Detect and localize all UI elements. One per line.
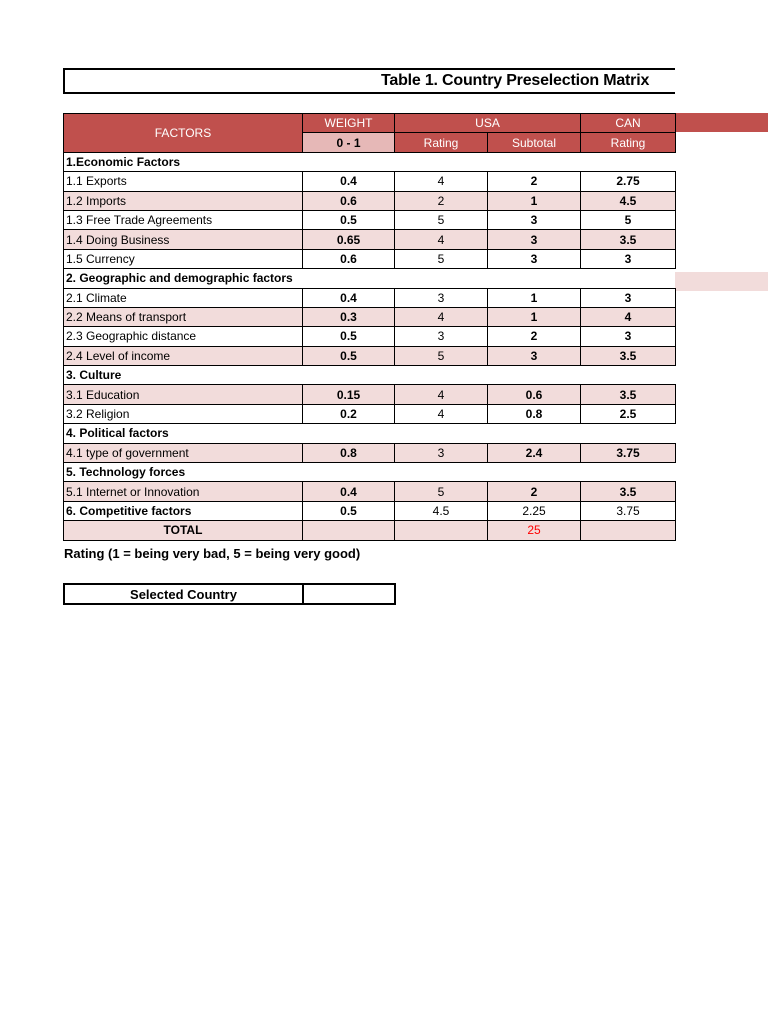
factor-row: [64, 230, 676, 249]
section-label: 5. Technology forces: [64, 463, 676, 482]
can-rating-cell: 2.75: [581, 172, 676, 191]
can-rating-cell: 4.5: [581, 191, 676, 210]
header-row-top: [64, 114, 676, 133]
weight-cell: 0.8: [303, 443, 395, 462]
factor-label: 3.2 Religion: [64, 404, 303, 423]
total-can-rating-cell: [581, 521, 676, 540]
can-rating-cell: 3.5: [581, 230, 676, 249]
factor-row: [64, 443, 676, 462]
country-preselection-matrix: [63, 113, 676, 541]
factor-row: [64, 172, 676, 191]
usa-subtotal-cell: 3: [488, 210, 581, 229]
can-rating-cell: 5: [581, 210, 676, 229]
can-rating-cell: 4: [581, 307, 676, 326]
factor-label: 2.2 Means of transport: [64, 307, 303, 326]
selected-country-value[interactable]: [303, 584, 395, 604]
weight-cell: 0.3: [303, 307, 395, 326]
usa-rating-cell: 3: [395, 327, 488, 346]
section-label: 2. Geographic and demographic factors: [64, 269, 676, 288]
factor-label: 1.4 Doing Business: [64, 230, 303, 249]
selected-country-box: [63, 583, 396, 605]
header-country-usa: USA: [395, 114, 581, 133]
usa-rating-cell: 4: [395, 172, 488, 191]
usa-subtotal-cell: 2.25: [488, 501, 581, 520]
table-title-box: [63, 68, 675, 94]
factor-row: [64, 327, 676, 346]
usa-subtotal-cell: 2: [488, 172, 581, 191]
usa-subtotal-cell: 3: [488, 346, 581, 365]
section-row: [64, 463, 676, 482]
factor-label: 4.1 type of government: [64, 443, 303, 462]
total-weight-cell: [303, 521, 395, 540]
factor-label: 1.5 Currency: [64, 249, 303, 268]
can-rating-cell: 2.5: [581, 404, 676, 423]
factor-row: [64, 482, 676, 501]
usa-subtotal-cell: 2: [488, 327, 581, 346]
factor-label: 2.4 Level of income: [64, 346, 303, 365]
usa-subtotal-cell: 2: [488, 482, 581, 501]
usa-rating-cell: 4: [395, 404, 488, 423]
usa-rating-cell: 4: [395, 385, 488, 404]
header-can-rating: Rating: [581, 133, 676, 152]
section-label: 4. Political factors: [64, 424, 676, 443]
can-rating-cell: 3: [581, 327, 676, 346]
header-country-can: CAN: [581, 114, 676, 133]
factor-row: [64, 210, 676, 229]
factor-row: [64, 249, 676, 268]
matrix-body: [64, 152, 676, 520]
usa-rating-cell: 3: [395, 288, 488, 307]
total-usa-rating-cell: [395, 521, 488, 540]
factor-label: 1.1 Exports: [64, 172, 303, 191]
weight-cell: 0.2: [303, 404, 395, 423]
usa-rating-cell: 5: [395, 210, 488, 229]
usa-rating-cell: 5: [395, 346, 488, 365]
can-rating-cell: 3.5: [581, 346, 676, 365]
section-row: [64, 269, 676, 288]
factor-label: 1.3 Free Trade Agreements: [64, 210, 303, 229]
factor-row: [64, 307, 676, 326]
selected-country-label: Selected Country: [64, 584, 303, 604]
can-rating-cell: 3.75: [581, 443, 676, 462]
section-row: [64, 152, 676, 171]
factor-row: [64, 385, 676, 404]
factor-label: 1.2 Imports: [64, 191, 303, 210]
factor-row: [64, 191, 676, 210]
factor-label: 3.1 Education: [64, 385, 303, 404]
weight-cell: 0.65: [303, 230, 395, 249]
table-title: Table 1. Country Preselection Matrix: [381, 72, 650, 89]
can-rating-cell: 3: [581, 288, 676, 307]
weight-cell: 0.4: [303, 288, 395, 307]
weight-cell: 0.4: [303, 172, 395, 191]
can-rating-cell: 3.5: [581, 385, 676, 404]
factor-row: [64, 404, 676, 423]
header-weight-range: 0 - 1: [303, 133, 395, 152]
weight-cell: 0.5: [303, 210, 395, 229]
can-rating-cell: 3.5: [581, 482, 676, 501]
factor-label: 2.3 Geographic distance: [64, 327, 303, 346]
usa-subtotal-cell: 1: [488, 191, 581, 210]
usa-subtotal-cell: 3: [488, 249, 581, 268]
competitive-factors-row: [64, 501, 676, 520]
factor-label: 2.1 Climate: [64, 288, 303, 307]
weight-cell: 0.5: [303, 327, 395, 346]
factor-row: [64, 346, 676, 365]
usa-subtotal-cell: 1: [488, 288, 581, 307]
factor-label: 6. Competitive factors: [64, 501, 303, 520]
usa-rating-cell: 5: [395, 482, 488, 501]
weight-cell: 0.5: [303, 346, 395, 365]
usa-subtotal-cell: 0.8: [488, 404, 581, 423]
section-row: [64, 366, 676, 385]
usa-rating-cell: 5: [395, 249, 488, 268]
section-label: 3. Culture: [64, 366, 676, 385]
weight-cell: 0.5: [303, 501, 395, 520]
factor-row: [64, 288, 676, 307]
usa-rating-cell: 2: [395, 191, 488, 210]
weight-cell: 0.4: [303, 482, 395, 501]
usa-rating-cell: 4.5: [395, 501, 488, 520]
header-factors: FACTORS: [64, 114, 303, 153]
weight-cell: 0.15: [303, 385, 395, 404]
section-row: [64, 424, 676, 443]
usa-subtotal-cell: 0.6: [488, 385, 581, 404]
header-weight: WEIGHT: [303, 114, 395, 133]
usa-rating-cell: 4: [395, 230, 488, 249]
weight-cell: 0.6: [303, 191, 395, 210]
usa-rating-cell: 4: [395, 307, 488, 326]
usa-subtotal-cell: 2.4: [488, 443, 581, 462]
can-rating-cell: 3.75: [581, 501, 676, 520]
weight-cell: 0.6: [303, 249, 395, 268]
can-rating-cell: 3: [581, 249, 676, 268]
usa-subtotal-cell: 3: [488, 230, 581, 249]
section-label: 1.Economic Factors: [64, 152, 676, 171]
usa-subtotal-cell: 1: [488, 307, 581, 326]
total-row: [64, 521, 676, 540]
total-label: TOTAL: [64, 521, 303, 540]
rating-scale-note: Rating (1 = being very bad, 5 = being very good): [64, 546, 361, 561]
factor-label: 5.1 Internet or Innovation: [64, 482, 303, 501]
adjacent-shaded-strip: [675, 272, 768, 291]
usa-rating-cell: 3: [395, 443, 488, 462]
total-usa-subtotal: 25: [488, 521, 581, 540]
header-usa-subtotal: Subtotal: [488, 133, 581, 152]
header-usa-rating: Rating: [395, 133, 488, 152]
adjacent-header-strip: [675, 113, 768, 132]
